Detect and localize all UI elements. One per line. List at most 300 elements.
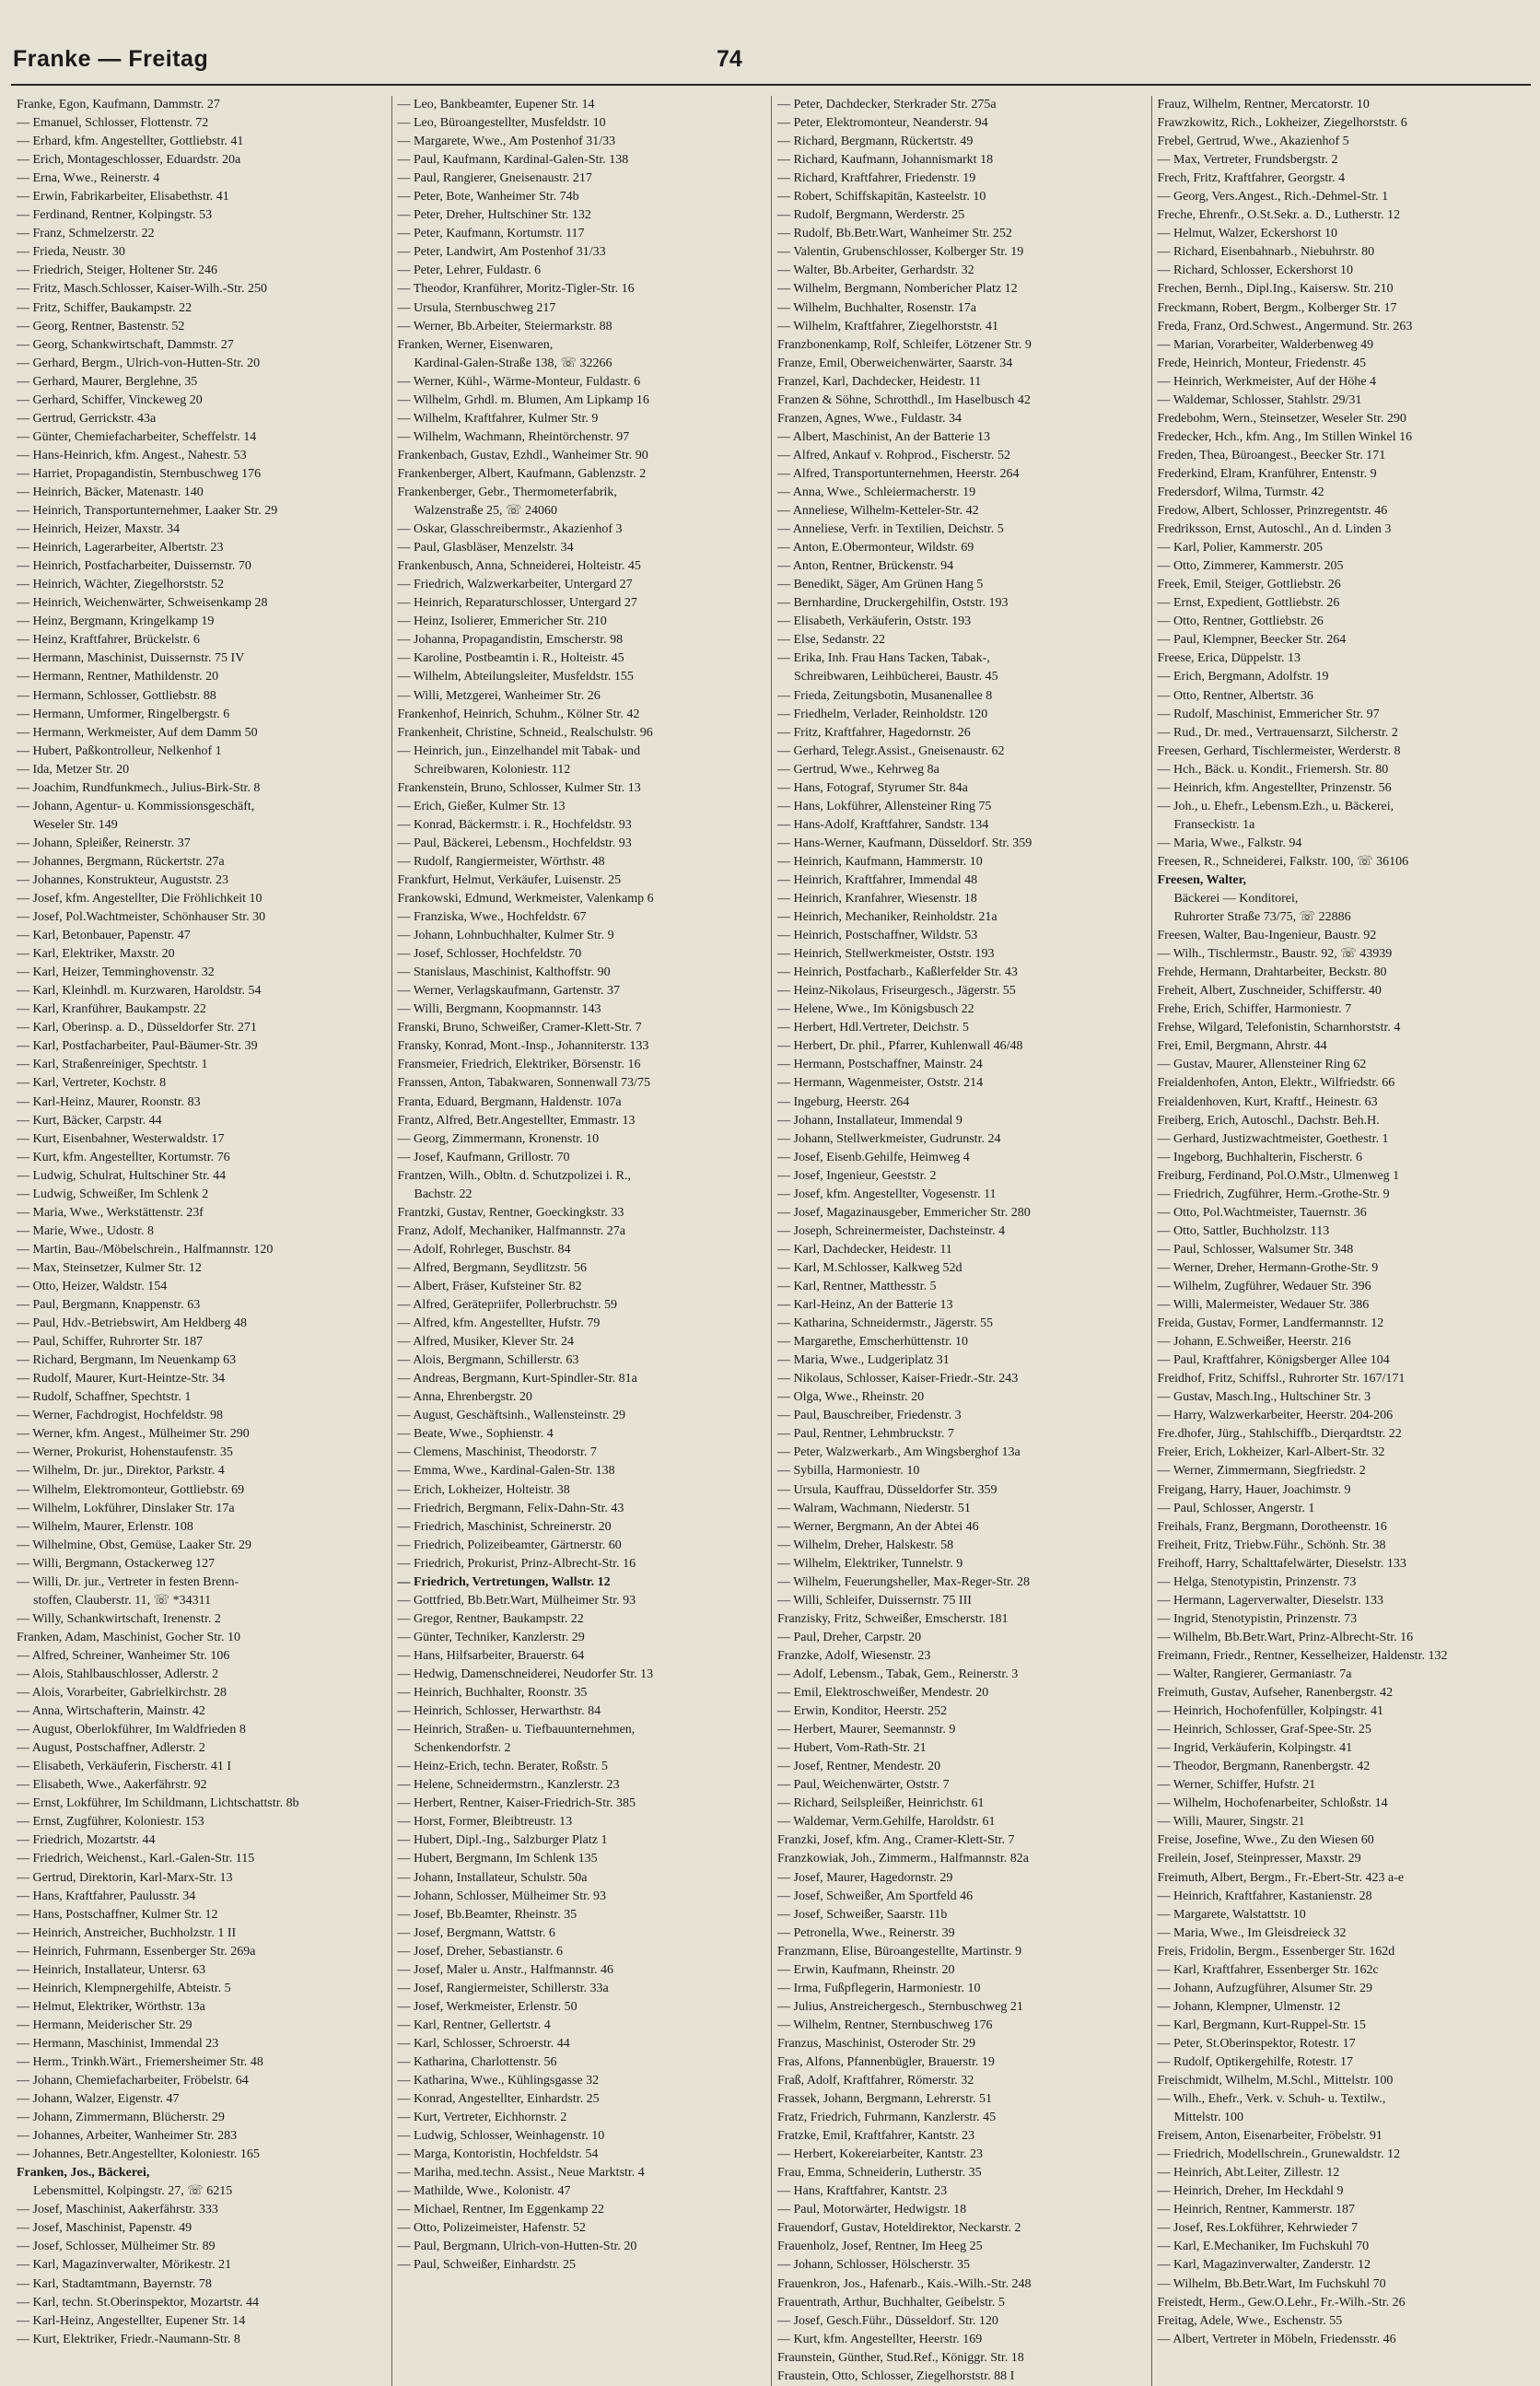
directory-entry: — Peter, Dachdecker, Sterkrader Str. 275a	[777, 98, 997, 111]
directory-entry: — Otto, Pol.Wachtmeister, Tauernstr. 36	[1157, 1205, 1367, 1220]
directory-entry: — Erwin, Kaufmann, Rheinstr. 20	[777, 1962, 955, 1977]
directory-entry: Franzel, Karl, Dachdecker, Heidestr. 11	[777, 374, 982, 389]
directory-entry: — Kurt, Vertreter, Eichhornstr. 2	[397, 2111, 567, 2125]
directory-entry: — Heinrich, Kranfahrer, Wiesenstr. 18	[777, 892, 977, 906]
directory-entry: — Josef, kfm. Angestellter, Die Fröhlichkeit 10	[17, 892, 262, 906]
directory-entry: — Heinz-Nikolaus, Friseurgesch., Jägerstr. 55	[777, 984, 1016, 999]
directory-entry: — Leo, Bankbeamter, Eupener Str. 14	[397, 98, 595, 111]
directory-entry: — Gerhard, Maurer, Berglehne, 35	[17, 374, 198, 389]
directory-entry: Fredow, Albert, Schlosser, Prinzregentstr. 46	[1157, 504, 1388, 519]
directory-entry: — Karl, Postfacharbeiter, Paul-Bäumer-Str. 39	[17, 1039, 258, 1054]
directory-entry: — Heinrich, Postfacharb., Kaßlerfelder Str. 43	[777, 965, 1018, 980]
directory-entry: — Johannes, Konstrukteur, Auguststr. 23	[17, 872, 229, 887]
directory-entry: — Werner, Kühl-, Wärme-Monteur, Fuldastr. 6	[397, 374, 641, 389]
directory-entry: — Wilhelm, Grhdl. m. Blumen, Am Lipkamp 16	[397, 392, 649, 407]
directory-entry: — Harriet, Propagandistin, Sternbuschweg 176	[17, 466, 262, 481]
directory-entry: Franken, Werner, Eisenwaren,	[397, 337, 554, 352]
directory-entry: Freesen, Walter,	[1157, 872, 1247, 887]
directory-entry: — Fritz, Kraftfahrer, Hagedornstr. 26	[777, 725, 971, 740]
directory-entry: — Karl, Magazinverwalter, Mörikestr. 21	[17, 2258, 232, 2273]
directory-entry: — Katharina, Charlottenstr. 56	[397, 2054, 557, 2069]
directory-entry: — Heinrich, Postfacharbeiter, Duissernstr. 70	[17, 559, 251, 574]
directory-entry: Frehde, Hermann, Drahtarbeiter, Beckstr. 80	[1157, 965, 1387, 980]
directory-entry: — Waldemar, Verm.Gehilfe, Haroldstr. 61	[777, 1815, 996, 1830]
directory-entry: Fratzke, Emil, Kraftfahrer, Kantstr. 23	[777, 2129, 975, 2144]
directory-entry: Frankenbach, Gustav, Ezhdl., Wanheimer Str. 90	[397, 448, 648, 462]
directory-entry: — Kurt, kfm. Angestellter, Kortumstr. 76	[17, 1150, 230, 1164]
directory-entry: — Harry, Walzwerkarbeiter, Heerstr. 204-206	[1157, 1409, 1394, 1423]
directory-entry: — Hans, Kraftfahrer, Kantstr. 23	[777, 2184, 948, 2199]
running-head: Franke — Freitag	[13, 46, 209, 72]
directory-entry: — Alois, Vorarbeiter, Gabrielkirchstr. 28	[17, 1686, 227, 1701]
directory-entry: — Josef, Res.Lokführer, Kehrwieder 7	[1157, 2221, 1359, 2236]
directory-entry: Frankfurt, Helmut, Verkäufer, Luisenstr. 25	[397, 872, 622, 887]
directory-entry: — Karl, Kranführer, Baukampstr. 22	[17, 1002, 206, 1017]
directory-entry: — Helene, Schneidermstrn., Kanzlerstr. 23	[397, 1778, 620, 1793]
directory-entry: — Beate, Wwe., Sophienstr. 4	[397, 1427, 554, 1442]
directory-entry: — Josef, Pol.Wachtmeister, Schönhauser Str. 30	[17, 910, 266, 925]
directory-entry: — Heinrich, Hochofenfüller, Kolpingstr. 41	[1157, 1704, 1384, 1719]
directory-entry: Walzenstraße 25, ☏ 24060	[414, 504, 558, 519]
directory-entry: — Heinrich, Straßen- u. Tiefbauunternehmen,	[397, 1723, 636, 1737]
directory-entry: — Hubert, Bergmann, Im Schlenk 135	[397, 1852, 598, 1866]
directory-entry: — Ingeborg, Buchhalterin, Fischerstr. 6	[1157, 1150, 1363, 1164]
directory-entry: Freiheit, Fritz, Triebw.Führ., Schönh. Str. 38	[1157, 1538, 1386, 1552]
directory-entry: — Marie, Wwe., Udostr. 8	[17, 1223, 155, 1238]
directory-entry: Freihals, Franz, Bergmann, Dorotheenstr. 16	[1157, 1519, 1387, 1534]
directory-entry: Franzus, Maschinist, Osteroder Str. 29	[777, 2036, 976, 2051]
directory-entry: Freihoff, Harry, Schalttafelwärter, Dieselstr. 133	[1157, 1556, 1406, 1571]
directory-entry: — Oskar, Glasschreibermstr., Akazienhof 3	[397, 522, 623, 537]
directory-entry: — Michael, Rentner, Im Eggenkamp 22	[397, 2203, 605, 2217]
directory-entry: Frede, Heinrich, Monteur, Friedenstr. 45	[1157, 356, 1367, 370]
directory-entry: — Werner, Prokurist, Hohenstaufenstr. 35	[17, 1445, 233, 1460]
directory-entry: — Margarethe, Emscherhüttenstr. 10	[777, 1335, 968, 1350]
directory-entry: — Karl, techn. St.Oberinspektor, Mozartstr. 44	[17, 2295, 260, 2310]
directory-entry: — Heinrich, kfm. Angestellter, Prinzenstr. 56	[1157, 780, 1392, 795]
directory-entry: — Hans, Fotograf, Styrumer Str. 84a	[777, 780, 968, 795]
directory-entry: — Hans, Postschaffner, Kulmer Str. 12	[17, 1907, 218, 1922]
directory-entry: Schenkendorfstr. 2	[414, 1741, 511, 1756]
directory-entry: — Gertrud, Direktorin, Karl-Marx-Str. 13	[17, 1870, 233, 1885]
directory-entry: Franzmann, Elise, Büroangestellte, Martinstr. 9	[777, 1944, 1022, 1959]
directory-entry: Frassek, Johann, Bergmann, Lehrerstr. 51	[777, 2092, 993, 2107]
directory-entry: — Alfred, kfm. Angestellter, Hufstr. 79	[397, 1316, 601, 1331]
directory-entry: — Albert, Fräser, Kufsteiner Str. 82	[397, 1280, 582, 1293]
directory-entry: — Karl, Bergmann, Kurt-Ruppel-Str. 15	[1157, 2018, 1366, 2032]
directory-entry: Freischmidt, Wilhelm, M.Schl., Mittelstr. 100	[1157, 2074, 1394, 2088]
directory-entry: Fre.dhofer, Jürg., Stahlschiffb., Dierqardtstr. 22	[1157, 1427, 1402, 1442]
directory-entry: Freitag, Adele, Wwe., Eschenstr. 55	[1157, 2313, 1343, 2328]
directory-entry: — Hubert, Dipl.-Ing., Salzburger Platz 1	[397, 1833, 608, 1848]
directory-entry: — Georg, Vers.Angest., Rich.-Dehmel-Str. 1	[1157, 190, 1389, 205]
directory-entry: — Max, Vertreter, Frundsbergstr. 2	[1157, 153, 1338, 168]
directory-entry: — Leo, Büroangestellter, Musfeldstr. 10	[397, 116, 606, 131]
directory-entry: — Hermann, Postschaffner, Mainstr. 24	[777, 1058, 983, 1072]
directory-entry: — Albert, Maschinist, An der Batterie 13	[777, 429, 990, 444]
directory-entry: Franken, Jos., Bäckerei,	[17, 2166, 150, 2181]
directory-entry: — Georg, Schankwirtschaft, Dammstr. 27	[17, 337, 234, 352]
directory-entry: Franseckistr. 1a	[1173, 817, 1255, 832]
directory-entry: Fredebohm, Wern., Steinsetzer, Weseler Str. 290	[1157, 411, 1406, 426]
directory-entry: Freimann, Friedr., Rentner, Kesselheizer, Haldenstr. 132	[1157, 1648, 1448, 1663]
directory-entry: — Paul, Kaufmann, Kardinal-Galen-Str. 138	[397, 153, 629, 168]
directory-entry: — Josef, Kaufmann, Grillostr. 70	[397, 1150, 570, 1164]
directory-entry: — Friedrich, Weichenst., Karl.-Galen-Str. 115	[17, 1852, 255, 1866]
directory-entry: — Fritz, Schiffer, Baukampstr. 22	[17, 300, 192, 315]
directory-entry: — Wilhelm, Bergmann, Nombericher Platz 12	[777, 282, 1018, 297]
directory-entry: — Richard, Bergmann, Rückertstr. 49	[777, 135, 974, 149]
directory-entry: — Friedrich, Maschinist, Schreinerstr. 20	[397, 1519, 612, 1534]
directory-entry: — Paul, Rangierer, Gneisenaustr. 217	[397, 171, 592, 186]
directory-entry: — Karl, Oberinsp. a. D., Düsseldorfer Str. 271	[17, 1021, 257, 1035]
directory-entry: — Peter, Walzwerkarb., Am Wingsberghof 13a	[777, 1445, 1021, 1460]
directory-entry: — Wilhelm, Elektriker, Tunnelstr. 9	[777, 1556, 963, 1571]
directory-entry: — Hermann, Umformer, Ringelbergstr. 6	[17, 707, 230, 721]
directory-entry: Freheit, Albert, Zuschneider, Schifferstr. 40	[1157, 984, 1382, 999]
directory-entry: Bäckerei — Konditorei,	[1173, 892, 1299, 906]
directory-entry: Freche, Ehrenfr., O.St.Sekr. a. D., Lutherstr. 12	[1157, 208, 1401, 223]
directory-entry: Freden, Thea, Büroangest., Beecker Str. 171	[1157, 448, 1386, 462]
directory-entry: — Peter, Elektromonteur, Neanderstr. 94	[777, 116, 988, 131]
directory-column-1	[11, 96, 391, 2386]
directory-entry: — Heinrich, Schlosser, Graf-Spee-Str. 25	[1157, 1723, 1371, 1737]
directory-entry: — Friedrich, Bergmann, Felix-Dahn-Str. 43	[397, 1501, 624, 1515]
directory-entry: — Horst, Former, Bleibtreustr. 13	[397, 1815, 573, 1830]
directory-entry: — Gerhard, Justizwachtmeister, Goethestr. 1	[1157, 1131, 1389, 1146]
directory-entry: Fraunstein, Günther, Stud.Ref., Königgr. Str. 18	[777, 2350, 1024, 2365]
directory-entry: Frehe, Erich, Schiffer, Harmoniestr. 7	[1157, 1002, 1352, 1017]
directory-entry: — Gertrud, Gerrickstr. 43a	[17, 411, 157, 426]
directory-entry: Franski, Bruno, Schweißer, Cramer-Klett-Str. 7	[397, 1021, 642, 1035]
directory-entry: — Karl, Betonbauer, Papenstr. 47	[17, 929, 191, 943]
directory-entry: — Robert, Schiffskapitän, Kasteelstr. 10	[777, 190, 986, 205]
directory-entry: Franzisky, Fritz, Schweißer, Emscherstr. 181	[777, 1611, 1009, 1626]
directory-entry: — Josef, Ingenieur, Geeststr. 2	[777, 1168, 937, 1183]
directory-entry: — Valentin, Grubenschlosser, Kolberger Str. 19	[777, 245, 1024, 260]
directory-entry: — Hubert, Paßkontrolleur, Nelkenhof 1	[17, 743, 222, 758]
directory-entry: — Josef, Maschinist, Aakerfährstr. 333	[17, 2203, 218, 2217]
directory-entry: — Marian, Vorarbeiter, Walderbenweg 49	[1157, 337, 1374, 352]
directory-entry: Franz, Adolf, Mechaniker, Halfmannstr. 27a	[397, 1223, 625, 1238]
directory-entry: — Emil, Elektroschweißer, Mendestr. 20	[777, 1686, 989, 1701]
directory-entry: — Hermann, Schlosser, Gottliebstr. 88	[17, 688, 216, 703]
directory-entry: — Maria, Wwe., Werkstättenstr. 23f	[17, 1205, 204, 1220]
directory-entry: Fratz, Friedrich, Fuhrmann, Kanzlerstr. 45	[777, 2111, 997, 2125]
directory-entry: Frantzen, Wilh., Obltn. d. Schutzpolizei i. R.,	[397, 1168, 631, 1183]
directory-entry: — Paul, Hdv.-Betriebswirt, Am Heldberg 48	[17, 1316, 248, 1331]
directory-entry: — Erich, Bergmann, Adolfstr. 19	[1157, 670, 1329, 684]
directory-entry: — Mathilde, Wwe., Kolonistr. 47	[397, 2184, 571, 2199]
directory-columns	[11, 96, 1531, 2383]
directory-entry: Frankowski, Edmund, Werkmeister, Valenkamp 6	[397, 892, 654, 906]
directory-entry: — Helmut, Walzer, Eckershorst 10	[1157, 227, 1338, 241]
directory-column-4	[1151, 96, 1532, 2386]
directory-entry: — Josef, Schlosser, Hochfeldstr. 70	[397, 947, 582, 962]
directory-entry: — Friedrich, Prokurist, Prinz-Albrecht-Str. 16	[397, 1556, 636, 1571]
directory-entry: — Theodor, Bergmann, Ranenbergstr. 42	[1157, 1760, 1371, 1774]
directory-entry: — Heinrich, Weichenwärter, Schweisenkamp 28	[17, 596, 268, 611]
directory-entry: Frau, Emma, Schneiderin, Lutherstr. 35	[777, 2166, 982, 2181]
directory-entry: Freiberg, Erich, Autoschl., Dachstr. Beh.H.	[1157, 1113, 1380, 1128]
directory-entry: Frankenberger, Albert, Kaufmann, Gablenzstr. 2	[397, 466, 647, 481]
directory-entry: — Willi, Schleifer, Duissernstr. 75 III	[777, 1593, 972, 1608]
directory-entry: — August, Postschaffner, Adlerstr. 2	[17, 1741, 205, 1756]
directory-entry: Freckmann, Robert, Bergm., Kolberger Str. 17	[1157, 300, 1397, 315]
directory-entry: — Johann, Stellwerkmeister, Gudrunstr. 24	[777, 1131, 1001, 1146]
directory-entry: — Anton, E.Obermonteur, Wildstr. 69	[777, 541, 974, 556]
directory-entry: — Karl, Kleinhdl. m. Kurzwaren, Haroldstr. 54	[17, 984, 262, 999]
directory-entry: — Karl, M.Schlosser, Kalkweg 52d	[777, 1260, 962, 1275]
directory-entry: — Erwin, Konditor, Heerstr. 252	[777, 1704, 948, 1719]
directory-entry: — Alfred, Transportunternehmen, Heerstr. 264	[777, 466, 1020, 481]
directory-entry: — Heinrich, Kaufmann, Hammerstr. 10	[777, 854, 983, 869]
directory-entry: — Wilh., Ehefr., Verk. v. Schuh- u. Textilw.,	[1157, 2092, 1386, 2107]
directory-entry: — Waldemar, Schlosser, Stahlstr. 29/31	[1157, 392, 1362, 407]
directory-entry: Fras, Alfons, Pfannenbügler, Brauerstr. 19	[777, 2054, 995, 2069]
directory-entry: — Anneliese, Verfr. in Textilien, Deichstr. 5	[777, 522, 1004, 537]
directory-entry: Freidhof, Fritz, Schiffsl., Ruhrorter Str. 167/171	[1157, 1372, 1406, 1386]
directory-entry: — Kurt, Eisenbahner, Westerwaldstr. 17	[17, 1131, 225, 1146]
directory-entry: — Konrad, Bäckermstr. i. R., Hochfeldstr. 93	[397, 817, 632, 832]
directory-entry: — Josef, Bb.Beamter, Rheinstr. 35	[397, 1907, 578, 1922]
directory-entry: — Franziska, Wwe., Hochfeldstr. 67	[397, 910, 587, 925]
directory-entry: — Helene, Wwe., Im Königsbusch 22	[777, 1002, 974, 1017]
directory-entry: — Bernhardine, Druckergehilfin, Oststr. 193	[777, 596, 1009, 611]
directory-entry: — Anna, Ehrenbergstr. 20	[397, 1390, 532, 1405]
directory-entry: Frauentrath, Arthur, Buchhalter, Geibelstr. 5	[777, 2295, 1005, 2310]
directory-entry: Schreibwaren, Leihbücherei, Baustr. 45	[794, 670, 998, 684]
directory-entry: stoffen, Clauberstr. 11, ☏ *34311	[33, 1593, 212, 1608]
directory-entry: — Kurt, Elektriker, Friedr.-Naumann-Str. 8	[17, 2332, 240, 2346]
directory-entry: — Willi, Maurer, Singstr. 21	[1157, 1815, 1305, 1830]
directory-entry: — Paul, Schweißer, Einhardstr. 25	[397, 2258, 576, 2273]
directory-entry: Freier, Erich, Lokheizer, Karl-Albert-Str. 32	[1157, 1445, 1385, 1460]
directory-entry: Freise, Josefine, Wwe., Zu den Wiesen 60	[1157, 1833, 1374, 1848]
directory-entry: — Erna, Wwe., Reinerstr. 4	[17, 171, 160, 186]
directory-entry: — Frieda, Neustr. 30	[17, 245, 125, 260]
directory-entry: — Wilhelm, Dreher, Halskestr. 58	[777, 1538, 954, 1552]
directory-entry: Frantzki, Gustav, Rentner, Goeckingkstr. 33	[397, 1205, 624, 1220]
directory-entry: — Irma, Fußpflegerin, Harmoniestr. 10	[777, 1981, 981, 1995]
directory-entry: Freida, Gustav, Former, Landfermannstr. 12	[1157, 1316, 1384, 1331]
directory-entry: — Willi, Metzgerei, Wanheimer Str. 26	[397, 688, 601, 703]
directory-entry: — Erich, Gießer, Kulmer Str. 13	[397, 799, 566, 813]
directory-entry: — Johann, E.Schweißer, Heerstr. 216	[1157, 1335, 1351, 1350]
directory-entry: — Paul, Schlosser, Angerstr. 1	[1157, 1501, 1315, 1515]
directory-entry: Frankenheit, Christine, Schneid., Realschulstr. 96	[397, 725, 653, 740]
directory-entry: Frankenberger, Gebr., Thermometerfabrik,	[397, 485, 617, 499]
directory-entry: — Walter, Rangierer, Germaniastr. 7a	[1157, 1667, 1352, 1681]
directory-entry: — Karl, Stadtamtmann, Bayernstr. 78	[17, 2276, 212, 2291]
directory-entry: — Werner, Bb.Arbeiter, Steiermarkstr. 88	[397, 319, 612, 333]
directory-entry: — Heinrich, Abt.Leiter, Zillestr. 12	[1157, 2166, 1340, 2181]
directory-entry: — Gottfried, Bb.Betr.Wart, Mülheimer Str. 93	[397, 1593, 636, 1608]
directory-entry: — Gustav, Maurer, Allensteiner Ring 62	[1157, 1058, 1367, 1072]
directory-entry: — Werner, Zimmermann, Siegfriedstr. 2	[1157, 1464, 1366, 1479]
directory-entry: Frauendorf, Gustav, Hoteldirektor, Neckarstr. 2	[777, 2221, 1021, 2236]
directory-entry: — Josef, kfm. Angestellter, Vogesenstr. 11	[777, 1187, 997, 1201]
directory-entry: — Heinrich, Lagerarbeiter, Albertstr. 23	[17, 541, 224, 556]
directory-entry: — Maria, Wwe., Falkstr. 94	[1157, 836, 1302, 850]
directory-entry: — Herbert, Rentner, Kaiser-Friedrich-Str. 385	[397, 1796, 636, 1811]
directory-entry: Ruhrorter Straße 73/75, ☏ 22886	[1173, 910, 1351, 925]
directory-entry: — Karl, E.Mechaniker, Im Fuchskuhl 70	[1157, 2240, 1370, 2254]
directory-entry: — Alfred, Musiker, Klever Str. 24	[397, 1335, 575, 1350]
directory-entry: Frauz, Wilhelm, Rentner, Mercatorstr. 10	[1157, 98, 1370, 111]
directory-entry: — Josef, Bergmann, Wattstr. 6	[397, 1925, 555, 1940]
directory-entry: — Wilhelm, Feuerungsheller, Max-Reger-Str. 28	[777, 1574, 1031, 1589]
directory-entry: — Johann, Installateur, Schulstr. 50a	[397, 1870, 588, 1885]
directory-entry: — Gregor, Rentner, Baukampstr. 22	[397, 1611, 584, 1626]
directory-entry: — Heinz, Isolierer, Emmericher Str. 210	[397, 614, 607, 629]
directory-entry: — Otto, Heizer, Waldstr. 154	[17, 1280, 168, 1293]
directory-entry: — Stanislaus, Maschinist, Kalthoffstr. 90	[397, 965, 611, 980]
directory-entry: Frankenhof, Heinrich, Schuhm., Kölner Str. 42	[397, 707, 640, 721]
directory-entry: — Alfred, Schreiner, Wanheimer Str. 106	[17, 1648, 230, 1663]
directory-entry: — Peter, Bote, Wanheimer Str. 74b	[397, 190, 579, 205]
directory-entry: — Karl-Heinz, An der Batterie 13	[777, 1298, 953, 1313]
directory-entry: — Wilhelm, Kraftfahrer, Kulmer Str. 9	[397, 411, 599, 426]
directory-entry: — Konrad, Angestellter, Einhardstr. 25	[397, 2092, 600, 2107]
directory-entry: — Willy, Schankwirtschaft, Irenenstr. 2	[17, 1611, 221, 1626]
directory-entry: — Walram, Wachmann, Niederstr. 51	[777, 1501, 971, 1515]
directory-entry: — Alfred, Gerätepriifer, Pollerbruchstr. 59	[397, 1298, 618, 1313]
directory-entry: — Josef, Magazinausgeber, Emmericher Str. 280	[777, 1205, 1031, 1220]
directory-entry: — Johann, Installateur, Immendal 9	[777, 1113, 962, 1128]
directory-entry: — Johann, Schlosser, Hölscherstr. 35	[777, 2258, 971, 2273]
directory-entry: — Paul, Bauschreiber, Friedenstr. 3	[777, 1409, 962, 1423]
directory-entry: — Gertrud, Wwe., Kehrweg 8a	[777, 762, 939, 777]
directory-entry: — Friedrich, Mozartstr. 44	[17, 1833, 156, 1848]
directory-entry: — Karl, Rentner, Matthesstr. 5	[777, 1280, 937, 1293]
directory-entry: — Hans-Heinrich, kfm. Angest., Nahestr. 53	[17, 448, 247, 462]
directory-entry: — Willi, Bergmann, Koopmannstr. 143	[397, 1002, 601, 1017]
directory-entry: — Wilhelm, Kraftfahrer, Ziegelhorststr. 41	[777, 319, 999, 333]
directory-entry: — Johannes, Arbeiter, Wanheimer Str. 283	[17, 2129, 238, 2144]
directory-entry: Frawzkowitz, Rich., Lokheizer, Ziegelhorststr. 6	[1157, 116, 1407, 131]
directory-entry: — Paul, Klempner, Beecker Str. 264	[1157, 633, 1347, 648]
directory-entry: — Peter, Kaufmann, Kortumstr. 117	[397, 227, 585, 241]
directory-entry: Schreibwaren, Koloniestr. 112	[414, 762, 571, 777]
directory-entry: Freesen, R., Schneiderei, Falkstr. 100, ☏ 36106	[1157, 854, 1409, 869]
directory-entry: — Wilhelm, Rentner, Sternbuschweg 176	[777, 2018, 993, 2032]
directory-entry: — Friedrich, Modellschrein., Grunewaldstr. 12	[1157, 2147, 1401, 2162]
directory-entry: — Karl, Kraftfahrer, Essenberger Str. 162c	[1157, 1962, 1379, 1977]
directory-entry: — Emma, Wwe., Kardinal-Galen-Str. 138	[397, 1464, 615, 1479]
directory-entry: — Joseph, Schreinermeister, Dachsteinstr. 4	[777, 1223, 1006, 1238]
directory-entry: — Hermann, Rentner, Mathildenstr. 20	[17, 670, 219, 684]
directory-entry: — Kurt, Bäcker, Carpstr. 44	[17, 1113, 162, 1128]
directory-entry: — Hubert, Vom-Rath-Str. 21	[777, 1741, 927, 1756]
directory-entry: — Johann, Aufzugführer, Alsumer Str. 29	[1157, 1981, 1373, 1995]
directory-entry: — Margarete, Walstattstr. 10	[1157, 1907, 1306, 1922]
directory-entry: — Gustav, Masch.Ing., Hultschiner Str. 3	[1157, 1390, 1371, 1405]
directory-entry: — Karl, Straßenreiniger, Spechtstr. 1	[17, 1058, 208, 1072]
directory-entry: Weseler Str. 149	[33, 817, 118, 832]
directory-entry: — Heinrich, Kraftfahrer, Kastanienstr. 28	[1157, 1889, 1372, 1903]
directory-entry: — Heinrich, Fuhrmann, Essenberger Str. 269a	[17, 1944, 256, 1959]
directory-entry: — Johann, Schlosser, Mülheimer Str. 93	[397, 1889, 607, 1903]
directory-entry: — Rudolf, Optikergehilfe, Rotestr. 17	[1157, 2054, 1353, 2069]
directory-entry: — Werner, Fachdrogist, Hochfeldstr. 98	[17, 1409, 223, 1423]
directory-entry: — Wilhelm, Zugführer, Wedauer Str. 396	[1157, 1280, 1371, 1293]
directory-entry: — Erhard, kfm. Angestellter, Gottliebstr. 41	[17, 135, 244, 149]
directory-entry: — Maria, Wwe., Im Gleisdreieck 32	[1157, 1925, 1347, 1940]
directory-entry: — Rudolf, Bergmann, Werderstr. 25	[777, 208, 965, 223]
directory-entry: — Max, Steinsetzer, Kulmer Str. 12	[17, 1260, 202, 1275]
directory-entry: — Hermann, Lagerverwalter, Dieselstr. 133	[1157, 1593, 1384, 1608]
directory-entry: — Josef, Schweißer, Am Sportfeld 46	[777, 1889, 974, 1903]
directory-entry: Kardinal-Galen-Straße 138, ☏ 32266	[414, 356, 612, 370]
directory-entry: — Karl, Elektriker, Maxstr. 20	[17, 947, 175, 962]
directory-entry: Frehse, Wilgard, Telefonistin, Scharnhorststr. 4	[1157, 1021, 1401, 1035]
directory-entry: — Gerhard, Schiffer, Vinckeweg 20	[17, 392, 203, 407]
directory-entry: — Heinz-Erich, techn. Berater, Roßstr. 5	[397, 1760, 608, 1774]
directory-entry: — Andreas, Bergmann, Kurt-Spindler-Str. 81a	[397, 1372, 637, 1386]
directory-entry: Franzki, Josef, kfm. Ang., Cramer-Klett-Str. 7	[777, 1833, 1015, 1848]
directory-entry: — Adolf, Rohrleger, Buschstr. 84	[397, 1242, 571, 1257]
directory-entry: — Günter, Chemiefacharbeiter, Scheffelstr. 14	[17, 429, 257, 444]
directory-entry: — Hans-Adolf, Kraftfahrer, Sandstr. 134	[777, 817, 989, 832]
directory-entry: — Heinrich, Kraftfahrer, Immendal 48	[777, 872, 978, 887]
directory-entry: — Paul, Bäckerei, Lebensm., Hochfeldstr. 93	[397, 836, 632, 850]
directory-entry: — Otto, Rentner, Gottliebstr. 26	[1157, 614, 1324, 629]
directory-entry: — Wilhelm, Bb.Betr.Wart, Im Fuchskuhl 70	[1157, 2276, 1386, 2291]
directory-entry: — Willi, Dr. jur., Vertreter in festen Brenn-	[17, 1574, 239, 1589]
directory-entry: — Ursula, Sternbuschweg 217	[397, 300, 556, 315]
directory-entry: — Nikolaus, Schlosser, Kaiser-Friedr.-Str. 243	[777, 1372, 1019, 1386]
directory-entry: — Friedrich, Polizeibeamter, Gärtnerstr. 60	[397, 1538, 622, 1552]
directory-entry: — Rudolf, Maurer, Kurt-Heintze-Str. 34	[17, 1372, 226, 1386]
directory-entry: — Josef, Eisenb.Gehilfe, Heimweg 4	[777, 1150, 970, 1164]
page-number: 74	[717, 46, 742, 72]
directory-entry: Frankenbusch, Anna, Schneiderei, Holteistr. 45	[397, 559, 641, 574]
directory-entry: Lebensmittel, Kolpingstr. 27, ☏ 6215	[33, 2184, 233, 2199]
directory-entry: — Heinrich, Postschaffner, Wildstr. 53	[777, 929, 978, 943]
directory-entry: — Paul, Bergmann, Ulrich-von-Hutten-Str. 20	[397, 2240, 637, 2254]
directory-entry: — Johann, Chemiefacharbeiter, Fröbelstr. 64	[17, 2074, 249, 2088]
directory-column-3	[771, 96, 1151, 2386]
directory-entry: — Wilhelm, Wachmann, Rheintörchenstr. 97	[397, 429, 630, 444]
directory-entry: Freialdenhofen, Anton, Elektr., Wilfriedstr. 66	[1157, 1076, 1395, 1091]
directory-entry: — Richard, Kaufmann, Johannismarkt 18	[777, 153, 994, 168]
directory-entry: Freda, Franz, Ord.Schwest., Angermund. Str. 263	[1157, 319, 1413, 333]
directory-entry: — Richard, Bergmann, Im Neuenkamp 63	[17, 1353, 237, 1368]
directory-entry: — Peter, Lehrer, Fuldastr. 6	[397, 263, 542, 278]
directory-entry: — Josef, Rentner, Mendestr. 20	[777, 1760, 941, 1774]
directory-entry: — Elisabeth, Verkäuferin, Oststr. 193	[777, 614, 972, 629]
directory-entry: — Paul, Schlosser, Walsumer Str. 348	[1157, 1242, 1354, 1257]
directory-entry: — Olga, Wwe., Rheinstr. 20	[777, 1390, 925, 1405]
directory-entry: — Ernst, Lokführer, Im Schildmann, Lichtschattstr. 8b	[17, 1796, 299, 1811]
directory-entry: — Heinrich, Stellwerkmeister, Oststr. 193	[777, 947, 995, 962]
directory-entry: — Albert, Vertreter in Möbeln, Friedensstr. 46	[1157, 2332, 1396, 2346]
directory-entry: Freigang, Harry, Hauer, Joachimstr. 9	[1157, 1482, 1351, 1497]
directory-entry: — Fritz, Masch.Schlosser, Kaiser-Wilh.-Str. 250	[17, 282, 267, 297]
directory-entry: — Erika, Inh. Frau Hans Tacken, Tabak-,	[777, 651, 990, 666]
directory-entry: — Friedrich, Zugführer, Herm.-Grothe-Str. 9	[1157, 1187, 1390, 1201]
directory-entry: — Paul, Bergmann, Knappenstr. 63	[17, 1298, 201, 1313]
directory-entry: — Adolf, Lebensm., Tabak, Gem., Reinerstr. 3	[777, 1667, 1019, 1681]
directory-entry: — Otto, Zimmerer, Kammerstr. 205	[1157, 559, 1344, 574]
directory-entry: Franke, Egon, Kaufmann, Dammstr. 27	[17, 98, 220, 111]
directory-entry: Franta, Eduard, Bergmann, Haldenstr. 107a	[397, 1094, 622, 1109]
directory-entry: — Paul, Glasbläser, Menzelstr. 34	[397, 541, 574, 556]
directory-entry: — Hermann, Werkmeister, Auf dem Damm 50	[17, 725, 258, 740]
directory-entry: — Werner, Bergmann, An der Abtei 46	[777, 1519, 979, 1534]
directory-entry: — Paul, Motorwärter, Hedwigstr. 18	[777, 2203, 967, 2217]
